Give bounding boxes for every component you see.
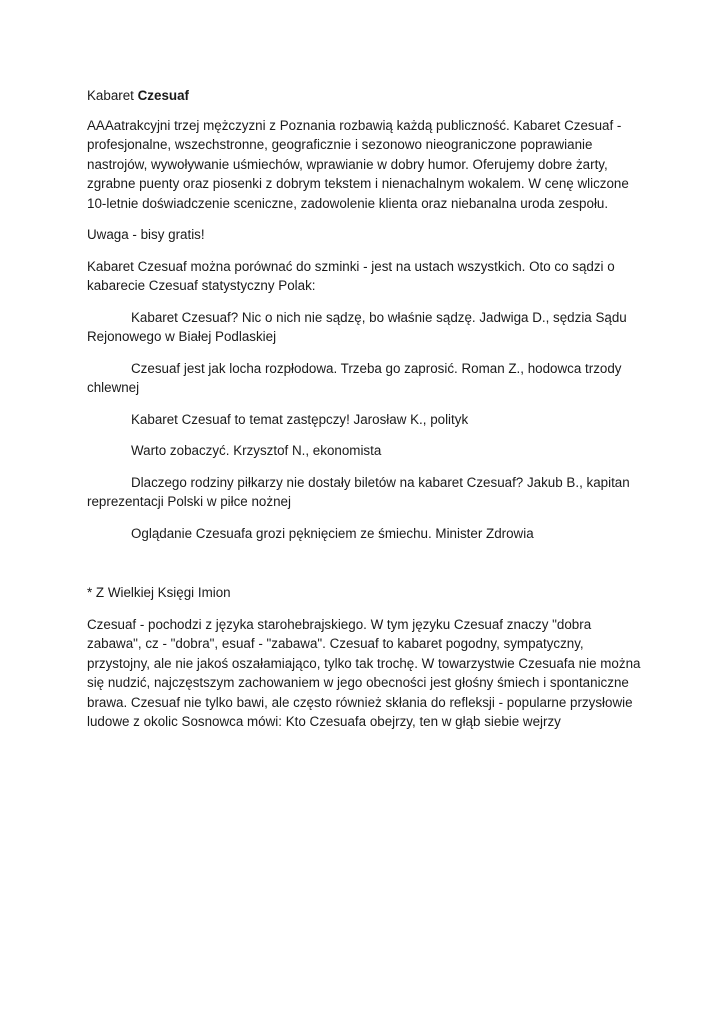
- document-title: [87, 86, 647, 106]
- lead-paragraph: Kabaret Czesuaf można porównać do szminki - jest na ustach wszystkich. Oto co sądzi o kabarecie Czesuaf statystyczny Polak:: [87, 258, 615, 293]
- quote-item: Warto zobaczyć. Krzysztof N., ekonomista: [131, 443, 382, 458]
- quote-item: Kabaret Czesuaf? Nic o nich nie sądzę, bo właśnie sądzę. Jadwiga D., sędzia Sądu Rejonowego w Białej Podlaskiej: [87, 309, 627, 344]
- warning-paragraph: Uwaga - bisy gratis!: [87, 227, 205, 242]
- document-page: [87, 86, 647, 732]
- intro-paragraph: AAAatrakcyjni trzej mężczyzni z Poznania rozbawią każdą publiczność. Kabaret Czesuaf - profesjonalne, wszechstronne, geograficznie i sezonowo nieograniczone poprawianie nastrojów, wywoływanie uśmiechów, wprawianie w dobry humor. Oferujemy dobre żarty, zgrabne puenty oraz piosenki z dobrym tekstem i nienachalnym wokalem. W cenę wliczone 10-letnie doświadczenie sceniczne, zadowolenie klienta oraz niebanalna uroda zespołu.: [87, 117, 629, 211]
- quote-item: Czesuaf jest jak locha rozpłodowa. Trzeba go zaprosić. Roman Z., hodowca trzody chlewnej: [87, 360, 622, 395]
- title-bold: Czesuaf: [137, 88, 189, 103]
- title-prefix: Kabaret: [87, 88, 138, 103]
- quote-item: Dlaczego rodziny piłkarzy nie dostały biletów na kabaret Czesuaf? Jakub B., kapitan reprezentacji Polski w piłce nożnej: [87, 474, 630, 509]
- section-title: * Z Wielkiej Księgi Imion: [87, 585, 231, 600]
- quote-item: Oglądanie Czesuafa grozi pęknięciem ze śmiechu. Minister Zdrowia: [131, 525, 534, 541]
- definition-paragraph: Czesuaf - pochodzi z języka starohebrajskiego. W tym języku Czesuaf znaczy "dobra zabawa", cz - "dobra", esuaf - "zabawa". Czesuaf to kabaret pogodny, sympatyczny, przystojny, ale nie jakoś oszałamiająco, tylko tak trochę. W towarzystwie Czesuafa nie można się nudzić, najczęstszym zachowaniem w jego obecności jest głośny śmiech i spontaniczne brawa. Czesuaf nie tylko bawi, ale często również skłania do refleksji - popularne przysłowie ludowe z okolic Sosnowca mówi: Kto Czesuafa obejrzy, ten w głąb siebie wejrzy: [87, 616, 641, 729]
- quote-item: Kabaret Czesuaf to temat zastępczy! Jarosław K., polityk: [131, 411, 469, 427]
